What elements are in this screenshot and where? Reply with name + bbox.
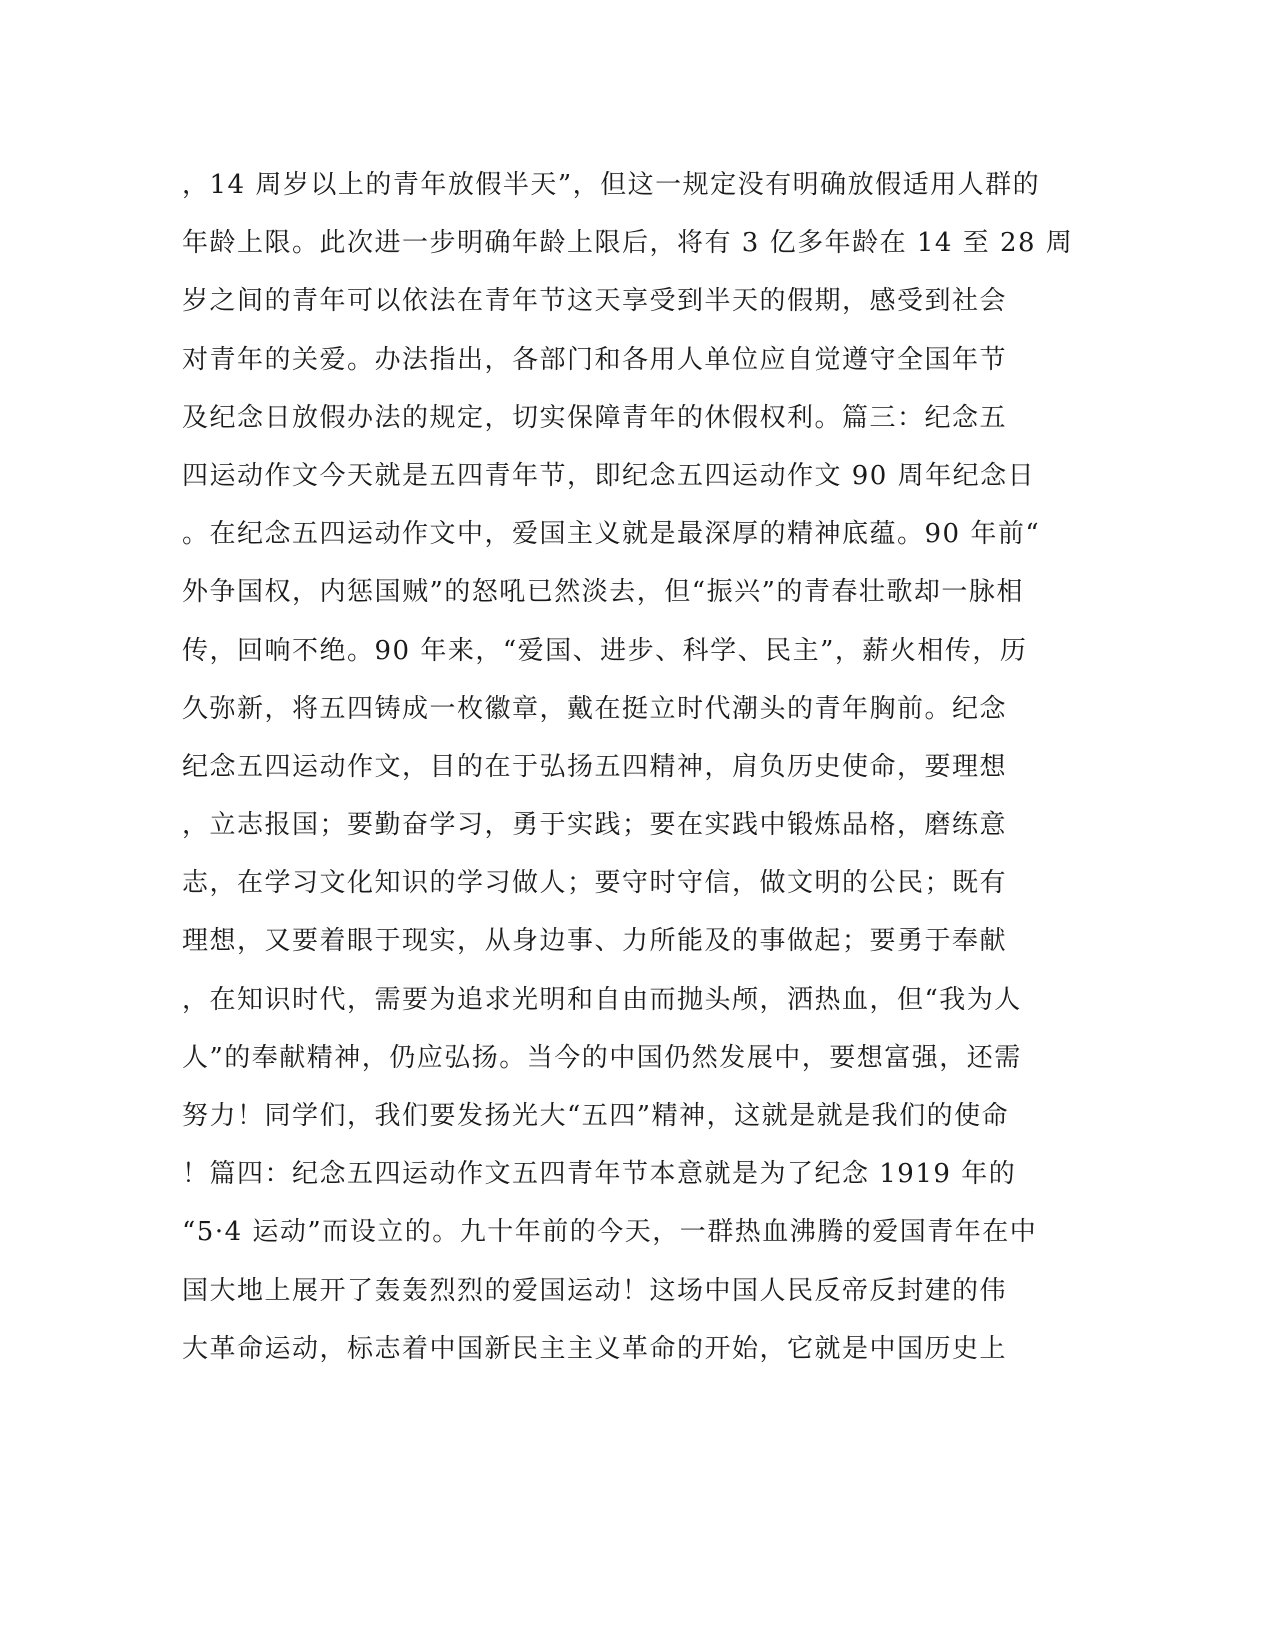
text-line-11: 纪念五四运动作文，目的在于弘扬五四精神，肩负历史使命，要理想 [182, 751, 1008, 782]
text-line-17: 努力！同学们，我们要发扬光大“五四”精神，这就是就是我们的使命 [182, 1101, 1010, 1131]
text-line-12: ，立志报国；要勤奋学习，勇于实践；要在实践中锻炼品格，磨练意 [182, 810, 1008, 841]
text-line-4: 对青年的关爱。办法指出，各部门和各用人单位应自觉遵守全国年节 [182, 344, 1008, 375]
text-line-18: ！篇四：纪念五四运动作文五四青年节本意就是为了纪念 1919 年的 [182, 1159, 1017, 1190]
text-line-5: 及纪念日放假办法的规定，切实保障青年的休假权利。篇三：纪念五 [182, 402, 1008, 433]
text-line-15: ，在知识时代，需要为追求光明和自由而抛头颅，洒热血，但“我为人 [182, 984, 1022, 1015]
text-line-10: 久弥新，将五四铸成一枚徽章，戴在挺立时代潮头的青年胸前。纪念 [182, 693, 1008, 724]
text-line-13: 志，在学习文化知识的学习做人；要守时守信，做文明的公民；既有 [182, 868, 1008, 899]
text-line-8: 外争国权，内惩国贼”的怒吼已然淡去，但“振兴”的青春壮歌却一脉相 [182, 577, 1024, 608]
text-line-6: 四运动作文今天就是五四青年节，即纪念五四运动作文 90 周年纪念日 [182, 460, 1036, 491]
text-line-7: 。在纪念五四运动作文中，爱国主义就是最深厚的精神底蕴。90 年前“ [182, 519, 1041, 550]
body-text [182, 156, 1074, 1378]
text-line-19: “5·4 运动”而设立的。九十年前的今天，一群热血沸腾的爱国青年在中 [182, 1217, 1038, 1248]
text-line-2: 年龄上限。此次进一步明确年龄上限后，将有 3 亿多年龄在 14 至 28 周 [182, 228, 1074, 259]
text-line-1: ，14 周岁以上的青年放假半天”，但这一规定没有明确放假适用人群的 [182, 170, 1041, 200]
text-line-21: 大革命运动，标志着中国新民主主义革命的开始，它就是中国历史上 [182, 1333, 1008, 1364]
text-line-16: 人”的奉献精神，仍应弘扬。当今的中国仍然发展中，要想富强，还需 [182, 1042, 1022, 1073]
text-line-9: 传，回响不绝。90 年来，“爱国、进步、科学、民主”，薪火相传，历 [182, 635, 1028, 666]
text-line-3: 岁之间的青年可以依法在青年节这天享受到半天的假期，感受到社会 [182, 286, 1008, 317]
text-line-14: 理想，又要着眼于现实，从身边事、力所能及的事做起；要勇于奉献 [182, 926, 1008, 957]
text-line-20: 国大地上展开了轰轰烈烈的爱国运动！这场中国人民反帝反封建的伟 [182, 1275, 1008, 1306]
